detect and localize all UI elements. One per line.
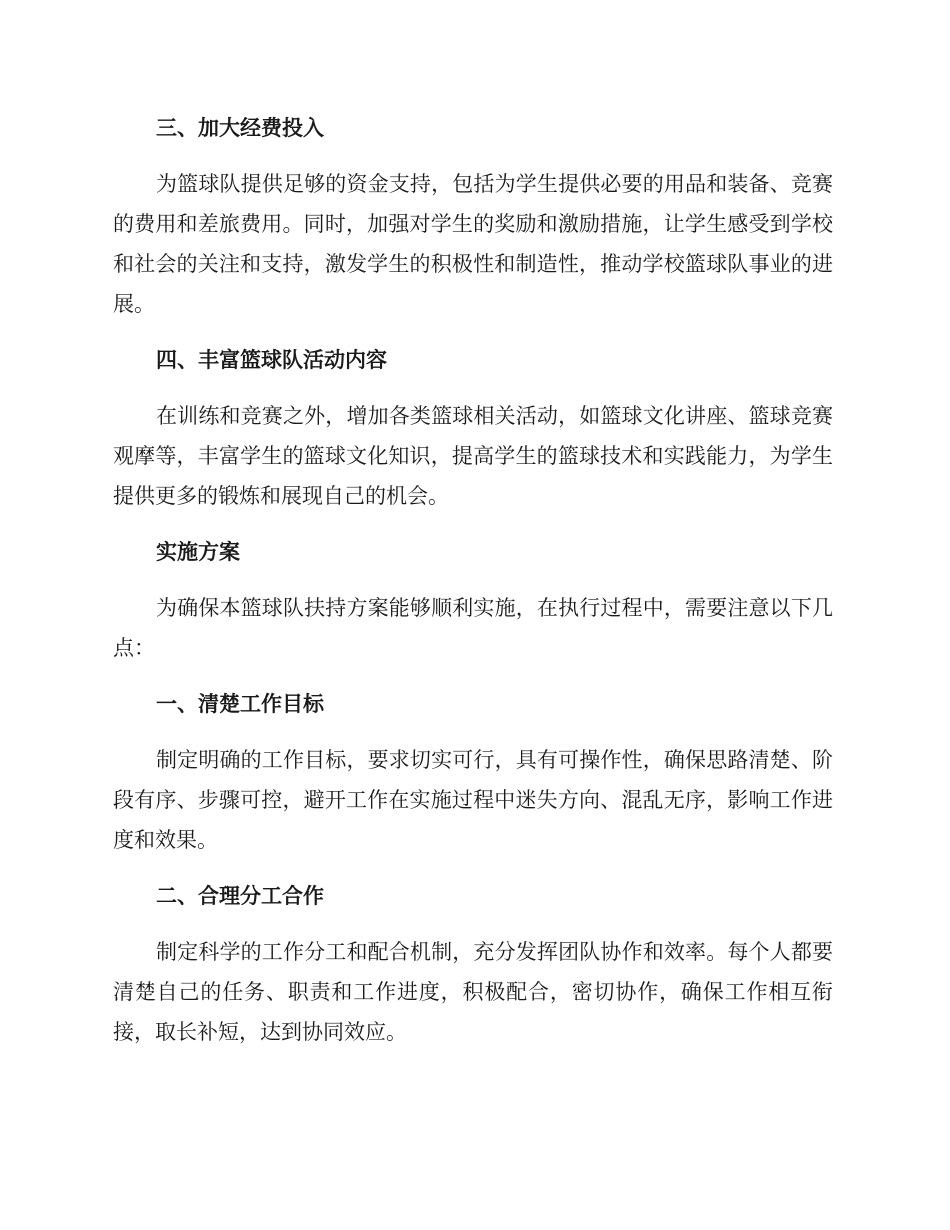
section-heading: 四、丰富篮球队活动内容	[156, 348, 387, 372]
section-heading: 二、合理分工合作	[156, 884, 324, 908]
document-body	[113, 110, 833, 1070]
paragraph: 在训练和竞赛之外，增加各类篮球相关活动，如篮球文化讲座、篮球竞赛观摩等，丰富学生的篮球文化知识，提高学生的篮球技术和实践能力，为学生提供更多的锻炼和展现自己的机会。	[113, 404, 833, 508]
section-heading: 一、清楚工作目标	[156, 692, 324, 716]
section-heading: 实施方案	[156, 540, 240, 564]
paragraph: 为篮球队提供足够的资金支持，包括为学生提供必要的用品和装备、竞赛的费用和差旅费用。同时，加强对学生的奖励和激励措施，让学生感受到学校和社会的关注和支持，激发学生的积极性和制造性，推动学校篮球队事业的进展。	[113, 172, 833, 316]
paragraph: 制定明确的工作目标，要求切实可行，具有可操作性，确保思路清楚、阶段有序、步骤可控，避开工作在实施过程中迷失方向、混乱无序，影响工作进度和效果。	[113, 748, 833, 852]
section-heading: 三、加大经费投入	[156, 116, 324, 140]
paragraph: 为确保本篮球队扶持方案能够顺利实施，在执行过程中，需要注意以下几点：	[113, 596, 833, 660]
paragraph: 制定科学的工作分工和配合机制，充分发挥团队协作和效率。每个人都要清楚自己的任务、职责和工作进度，积极配合，密切协作，确保工作相互衔接，取长补短，达到协同效应。	[113, 940, 833, 1044]
